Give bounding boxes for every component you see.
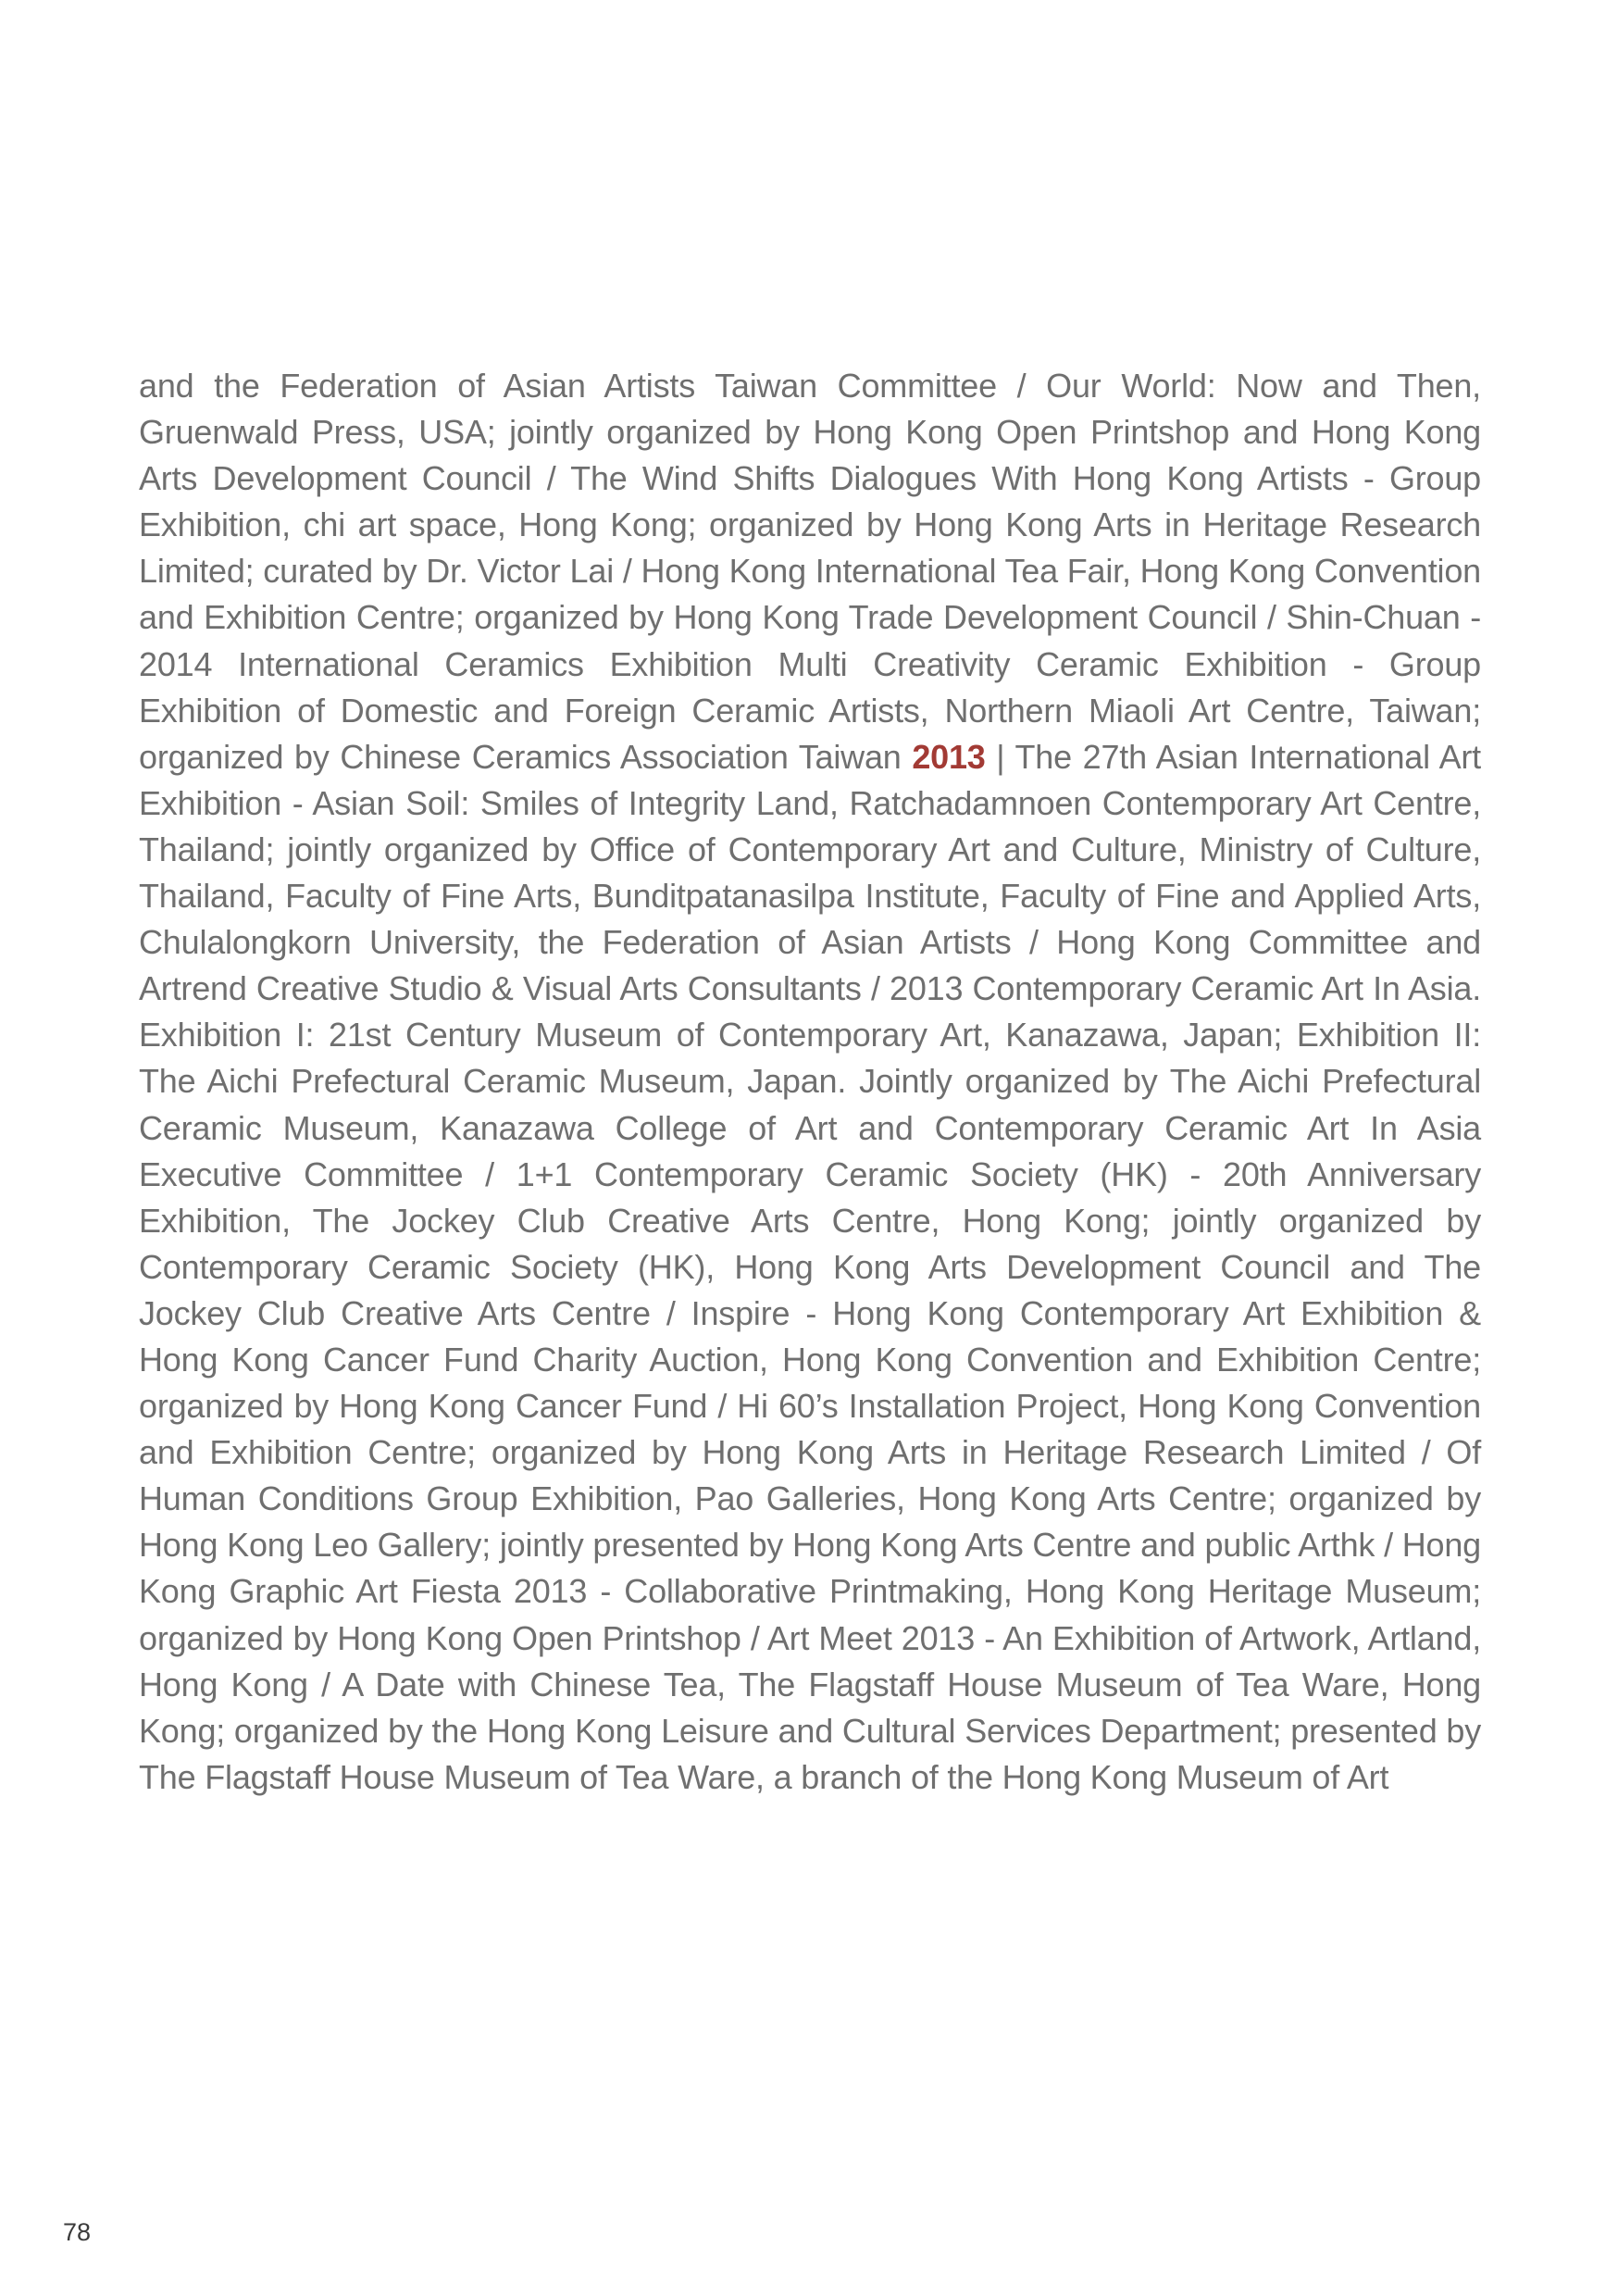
page-number: 78 (63, 2218, 92, 2246)
paragraph-text-before-year: and the Federation of Asian Artists Taiwan Committee / Our World: Now and Then, Gruenwald Press, USA; jointly organized by Hong Kong Open Printshop and Hong Kong Arts Development Council / The Wind Shifts Dialogues With Hong Kong Artists - Group Exhibition, chi art space, Hong Kong; organized by Hong Kong Arts in Heritage Research Limited; curated by Dr. Victor Lai / Hong Kong International Tea Fair, Hong Kong Convention and Exhibition Centre; organized by Hong Kong Trade Development Council / Shin-Chuan - 2014 International Ceramics Exhibition Multi Creativity Ceramic Exhibition - Group Exhibition of Domestic and Foreign Ceramic Artists, Northern Miaoli Art Centre, Taiwan; organized by Chinese Ceramics Association Taiwan (139, 367, 1481, 776)
exhibition-history-paragraph (139, 363, 1481, 1801)
year-heading-2013: 2013 (912, 737, 986, 776)
paragraph-text-after-year: | The 27th Asian International Art Exhibition - Asian Soil: Smiles of Integrity Land, Ratchadamnoen Contemporary Art Centre, Thailand; jointly organized by Office of Contemporary Art and Culture, Ministry of Culture, Thailand, Faculty of Fine Arts, Bunditpatanasilpa Institute, Faculty of Fine and Applied Arts, Chulalongkorn University, the Federation of Asian Artists / Hong Kong Committee and Artrend Creative Studio & Visual Arts Consultants / 2013 Contemporary Ceramic Art In Asia. Exhibition I: 21st Century Museum of Contemporary Art, Kanazawa, Japan; Exhibition II: The Aichi Prefectural Ceramic Museum, Japan. Jointly organized by The Aichi Prefectural Ceramic Museum, Kanazawa College of Art and Contemporary Ceramic Art In Asia Executive Committee / 1+1 Contemporary Ceramic Society (HK) - 20th Anniversary Exhibition, The Jockey Club Creative Arts Centre, Hong Kong; jointly organized by Contemporary Ceramic Society (HK), Hong Kong Arts Development Council and The Jockey Club Creative Arts Centre / Inspire - Hong Kong Contemporary Art Exhibition & Hong Kong Cancer Fund Charity Auction, Hong Kong Convention and Exhibition Centre; organized by Hong Kong Cancer Fund / Hi 60’s Installation Project, Hong Kong Convention and Exhibition Centre; organized by Hong Kong Arts in Heritage Research Limited / Of Human Conditions Group Exhibition, Pao Galleries, Hong Kong Arts Centre; organized by Hong Kong Leo Gallery; jointly presented by Hong Kong Arts Centre and public Arthk / Hong Kong Graphic Art Fiesta 2013 - Collaborative Printmaking, Hong Kong Heritage Museum; organized by Hong Kong Open Printshop / Art Meet 2013 - An Exhibition of Artwork, Artland, Hong Kong / A Date with Chinese Tea, The Flagstaff House Museum of Tea Ware, Hong Kong; organized by the Hong Kong Leisure and Cultural Services Department; presented by The Flagstaff House Museum of Tea Ware, a branch of the Hong Kong Museum of Art (139, 737, 1481, 1796)
